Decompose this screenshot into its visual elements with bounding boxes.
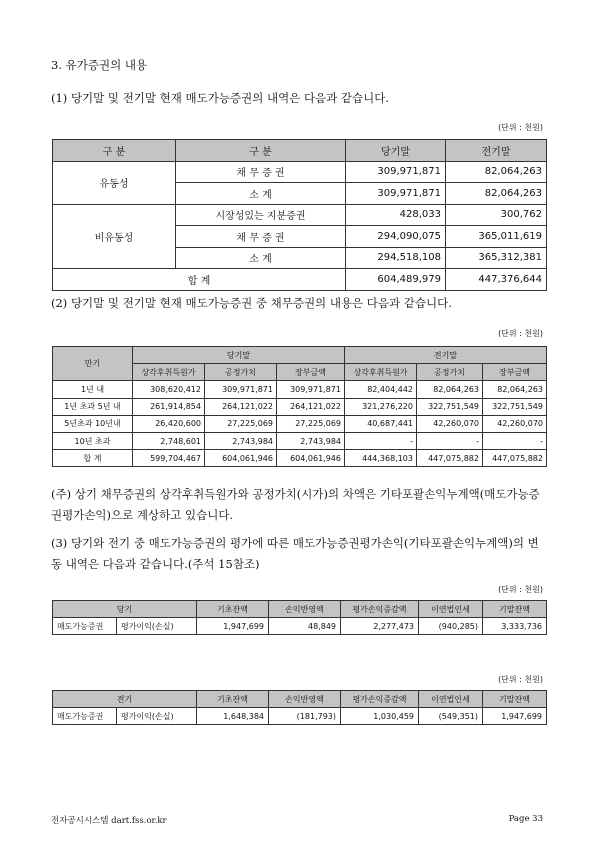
unit-label-3: (단위 : 천원) [498, 585, 543, 594]
total-label: 합 계 [53, 269, 346, 291]
cell: 40,687,441 [345, 415, 417, 432]
row-current: 428,033 [346, 204, 446, 226]
cell: 447,075,882 [417, 450, 483, 467]
cell: 1,947,699 [197, 618, 269, 635]
cell: 3,333,736 [483, 618, 547, 635]
header-col: 기말잔액 [483, 691, 547, 708]
cell: 82,064,263 [417, 381, 483, 398]
row-current: 294,090,075 [346, 226, 446, 248]
row-item: 채 무 증 권 [176, 161, 346, 183]
header-subcategory: 구 분 [176, 140, 346, 162]
row-label: 1년 초과 5년 내 [53, 398, 133, 415]
cell: 264,121,022 [205, 398, 277, 415]
footer-source: 전자공시시스템 dart.fss.or.kr [51, 816, 167, 826]
table-securities-breakdown [52, 139, 547, 291]
table-header-row [53, 691, 547, 708]
subheader: 장부금액 [483, 364, 547, 381]
cell: 1,648,384 [197, 708, 269, 725]
row-label: 합 계 [53, 450, 133, 467]
row-label: 1년 내 [53, 381, 133, 398]
header-col: 손익반영액 [269, 691, 341, 708]
table-row [53, 618, 547, 635]
row-item: 평가이익(손실) [117, 618, 197, 635]
row-current: 309,971,871 [346, 183, 446, 205]
subheader: 상각후취득원가 [133, 364, 205, 381]
table-valuation-current [52, 600, 547, 635]
unit-label-4: (단위 : 천원) [498, 675, 543, 684]
cell: 308,620,412 [133, 381, 205, 398]
header-period: 당기 [53, 601, 197, 618]
cell: (549,351) [419, 708, 483, 725]
cell: 261,914,854 [133, 398, 205, 415]
row-category: 매도가능증권 [53, 708, 117, 725]
header-col: 기초잔액 [197, 601, 269, 618]
cell: 26,420,600 [133, 415, 205, 432]
cell: 604,061,946 [205, 450, 277, 467]
table-header-row [53, 140, 547, 162]
cell: 1,947,699 [483, 708, 547, 725]
row-prior: 365,312,381 [446, 247, 547, 269]
header-prior: 전기말 [345, 347, 547, 364]
cell: 309,971,871 [277, 381, 345, 398]
row-label: 10년 초과 [53, 432, 133, 449]
subheader: 상각후취득원가 [345, 364, 417, 381]
header-col: 기초잔액 [197, 691, 269, 708]
cell: 27,225,069 [205, 415, 277, 432]
subheader: 공정가치 [205, 364, 277, 381]
row-item: 소 계 [176, 247, 346, 269]
paragraph-2: (2) 당기말 및 전기말 현재 매도가능증권 중 채무증권의 내용은 다음과 같습니다. [51, 296, 452, 310]
header-col: 이연법인세 [419, 691, 483, 708]
cell: 42,260,070 [483, 415, 547, 432]
section-title: 3. 유가증권의 내용 [51, 58, 148, 72]
row-item: 채 무 증 권 [176, 226, 346, 248]
cell: 82,404,442 [345, 381, 417, 398]
table-row [53, 381, 547, 398]
header-col: 손익반영액 [269, 601, 341, 618]
cell: 264,121,022 [277, 398, 345, 415]
row-prior: 300,762 [446, 204, 547, 226]
row-prior: 82,064,263 [446, 161, 547, 183]
table-debt-maturity [52, 346, 547, 467]
paragraph-1: (1) 당기말 및 전기말 현재 매도가능증권의 내역은 다음과 같습니다. [51, 91, 390, 105]
table-row [53, 708, 547, 725]
table-row [53, 398, 547, 415]
row-label: 5년초과 10년내 [53, 415, 133, 432]
header-category: 구 분 [53, 140, 176, 162]
cell: 322,751,549 [483, 398, 547, 415]
unit-label-2: (단위 : 천원) [498, 329, 543, 338]
cell: - [345, 432, 417, 449]
cell: - [483, 432, 547, 449]
row-prior: 365,011,619 [446, 226, 547, 248]
table-row [53, 204, 547, 226]
subheader: 공정가치 [417, 364, 483, 381]
row-category: 매도가능증권 [53, 618, 117, 635]
paragraph-3: (3) 당기와 전기 중 매도가능증권의 평가에 따른 매도가능증권평가손익(기타포괄손익누계액)의 변동 내역은 다음과 같습니다.(주석 15참조) [51, 536, 539, 571]
table-row [53, 415, 547, 432]
cell: 48,849 [269, 618, 341, 635]
row-item: 평가이익(손실) [117, 708, 197, 725]
cell: 322,751,549 [417, 398, 483, 415]
header-col: 이연법인세 [419, 601, 483, 618]
header-col: 기말잔액 [483, 601, 547, 618]
row-prior: 82,064,263 [446, 183, 547, 205]
cell: 2,743,984 [205, 432, 277, 449]
cell: 321,276,220 [345, 398, 417, 415]
header-current: 당기말 [133, 347, 345, 364]
header-col: 평가손익증감액 [341, 601, 419, 618]
header-period: 전기 [53, 691, 197, 708]
header-maturity: 만기 [53, 347, 133, 381]
group-current: 유동성 [53, 161, 176, 204]
row-current: 294,518,108 [346, 247, 446, 269]
table-row [53, 161, 547, 183]
cell: (181,793) [269, 708, 341, 725]
table-header-row [53, 601, 547, 618]
group-noncurrent: 비유동성 [53, 204, 176, 269]
header-prior: 전기말 [446, 140, 547, 162]
unit-label-1: (단위 : 천원) [498, 123, 543, 132]
total-prior: 447,376,644 [446, 269, 547, 291]
cell: 2,743,984 [277, 432, 345, 449]
cell: 27,225,069 [277, 415, 345, 432]
header-col: 평가손익증감액 [341, 691, 419, 708]
cell: 2,748,601 [133, 432, 205, 449]
row-item: 시장성있는 지분증권 [176, 204, 346, 226]
cell: 604,061,946 [277, 450, 345, 467]
header-current: 당기말 [346, 140, 446, 162]
table-total-row [53, 450, 547, 467]
row-item: 소 계 [176, 183, 346, 205]
footer-page-number: Page 33 [508, 814, 543, 824]
cell: 599,704,467 [133, 450, 205, 467]
cell: 42,260,070 [417, 415, 483, 432]
cell: 82,064,263 [483, 381, 547, 398]
table-header-row [53, 347, 547, 364]
table-row [53, 432, 547, 449]
cell: (940,285) [419, 618, 483, 635]
table-total-row [53, 269, 547, 291]
row-current: 309,971,871 [346, 161, 446, 183]
cell: 309,971,871 [205, 381, 277, 398]
cell: 1,030,459 [341, 708, 419, 725]
cell: 444,368,103 [345, 450, 417, 467]
cell: 447,075,882 [483, 450, 547, 467]
subheader: 장부금액 [277, 364, 345, 381]
table-valuation-prior [52, 690, 547, 725]
total-current: 604,489,979 [346, 269, 446, 291]
cell: - [417, 432, 483, 449]
note-paragraph: (주) 상기 채무증권의 상각후취득원가와 공정가치(시가)의 차액은 기타포괄손익누계액(매도가능증권평가손익)으로 계상하고 있습니다. [51, 487, 540, 522]
cell: 2,277,473 [341, 618, 419, 635]
